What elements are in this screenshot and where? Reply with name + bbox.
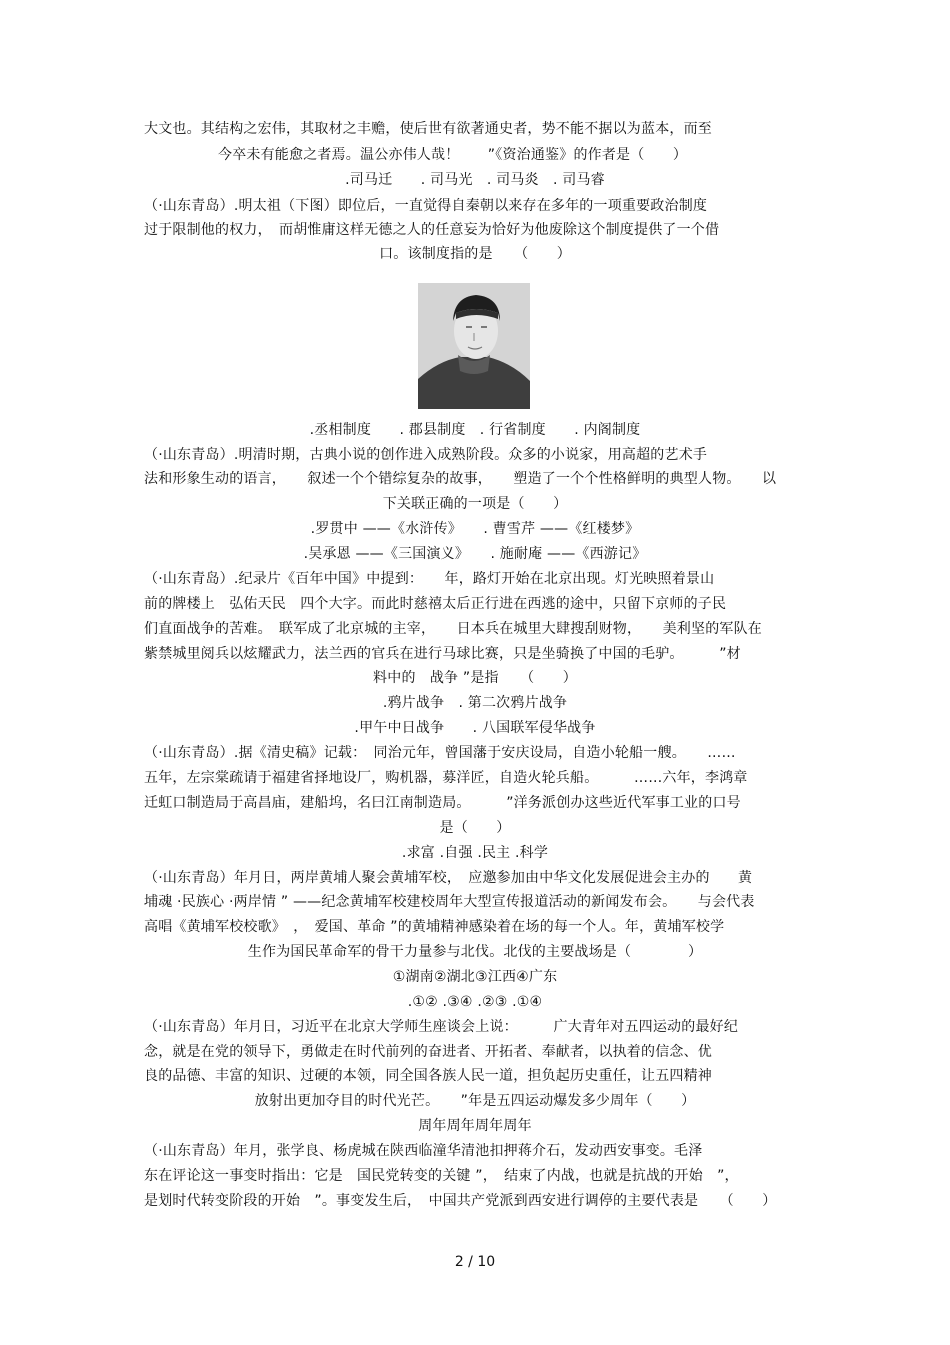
answer-options: .①② .③④ .②③ .①④	[407, 994, 543, 1010]
question-stem: （·山东青岛）.明太祖（下图）即位后，一直觉得自秦朝以来存在多年的一项重要政治制度	[144, 198, 708, 214]
text-line: 是划时代转变阶段的开始 ”。事变发生后， 中国共产党派到西安进行调停的主要代表是 （ ）	[144, 1193, 777, 1209]
text-line: 埔魂 ·民族心 ·两岸情 ” ——纪念黄埔军校建校周年大型宣传报道活动的新闻发布会。 与会代表	[144, 894, 755, 910]
text-line: 念，就是在党的领导下，勇做走在时代前列的奋进者、开拓者、奉献者，以执着的信念、优	[144, 1044, 712, 1060]
text-line: 放射出更加夺目的时代光芒。 ”年是五四运动爆发多少周年（ ）	[254, 1093, 696, 1109]
text-line: 迁虹口制造局于高昌庙，建船坞，名曰江南制造局。 ”洋务派创办这些近代军事工业的口号	[144, 795, 741, 811]
text-line: 下关联正确的一项是（ ）	[382, 496, 568, 512]
question-stem: （·山东青岛）年月日，习近平在北京大学师生座谈会上说： 广大青年对五四运动的最好纪	[144, 1019, 739, 1035]
text-line: 前的牌楼上 弘佑天民 四个大字。而此时慈禧太后正行进在西逃的途中，只留下京师的子民	[144, 596, 727, 612]
text-line: 法和形象生动的语言， 叙述一个个错综复杂的故事， 塑造了一个个性格鲜明的典型人物。 以	[144, 471, 777, 487]
text-line: 高唱《黄埔军校校歌》 ， 爱国、革命 ”的黄埔精神感染着在场的每一个人。年，黄埔军校学	[144, 919, 725, 935]
ming-taizu-portrait-image	[418, 283, 530, 409]
answer-options: .吴承恩 ——《三国演义》 . 施耐庵 ——《西游记》	[303, 546, 647, 562]
text-line: 口。该制度指的是 （ ）	[379, 246, 571, 262]
text-line: 是（ ）	[439, 820, 511, 836]
text-line: 今卒未有能愈之者焉。温公亦伟人哉！ ”《资治通鉴》的作者是（ ）	[218, 147, 688, 163]
answer-options: .罗贯中 ——《水浒传》 . 曹雪芹 ——《红楼梦》	[310, 521, 640, 537]
text-line: 生作为国民革命军的骨干力量参与北伐。北伐的主要战场是（ ）	[247, 944, 703, 960]
answer-options: .司马迁 . 司马光 . 司马炎 . 司马睿	[345, 172, 605, 188]
question-stem: （·山东青岛）.据《清史稿》记载： 同治元年，曾国藩于安庆设局，自造小轮船一艘。 ……	[144, 745, 736, 761]
question-stem: （·山东青岛）年月，张学良、杨虎城在陕西临潼华清池扣押蒋介石，发动西安事变。毛泽	[144, 1143, 703, 1159]
answer-options: .丞相制度 . 郡县制度 . 行省制度 . 内阁制度	[309, 422, 641, 438]
answer-options: .鸦片战争 . 第二次鸦片战争	[382, 695, 568, 711]
page-number: 2 / 10	[454, 1254, 496, 1270]
answer-options: .求富 .自强 .民主 .科学	[401, 845, 549, 861]
question-stem: （·山东青岛）年月日，两岸黄埔人聚会黄埔军校， 应邀参加由中华文化发展促进会主办的 黄	[144, 870, 753, 886]
question-stem: （·山东青岛）.纪录片《百年中国》中提到： 年，路灯开始在北京出现。灯光映照着景山	[144, 571, 715, 587]
text-line: 紫禁城里阅兵以炫耀武力，法兰西的官兵在进行马球比赛，只是坐骑换了中国的毛驴。 ”材	[144, 646, 741, 662]
answer-options: 周年周年周年周年	[418, 1118, 532, 1134]
text-line: 东在评论这一事变时指出：它是 国民党转变的关键 ”， 结束了内战，也就是抗战的开始 ”，	[144, 1168, 739, 1184]
answer-options: ①湖南②湖北③江西④广东	[392, 969, 558, 985]
text-line: 料中的 战争 ”是指 （ ）	[373, 670, 577, 686]
text-line: 过于限制他的权力， 而胡惟庸这样无德之人的任意妄为恰好为他废除这个制度提供了一个借	[144, 222, 720, 238]
text-line: 们直面战争的苦难。 联军成了北京城的主宰， 日本兵在城里大肆搜刮财物， 美利坚的军队在	[144, 621, 762, 637]
text-line: 良的品德、丰富的知识、过硬的本领，同全国各族人民一道，担负起历史重任，让五四精神	[144, 1068, 712, 1084]
answer-options: .甲午中日战争 . 八国联军侵华战争	[354, 720, 596, 736]
question-stem: （·山东青岛）.明清时期，古典小说的创作进入成熟阶段。众多的小说家，用高超的艺术手	[144, 447, 708, 463]
text-line: 大文也。其结构之宏伟，其取材之丰赡，使后世有欲著通史者，势不能不据以为蓝本，而至	[144, 121, 712, 137]
text-line: 五年，左宗棠疏请于福建省择地设厂，购机器，募洋匠，自造火轮兵船。 ……六年，李鸿章	[144, 770, 748, 786]
